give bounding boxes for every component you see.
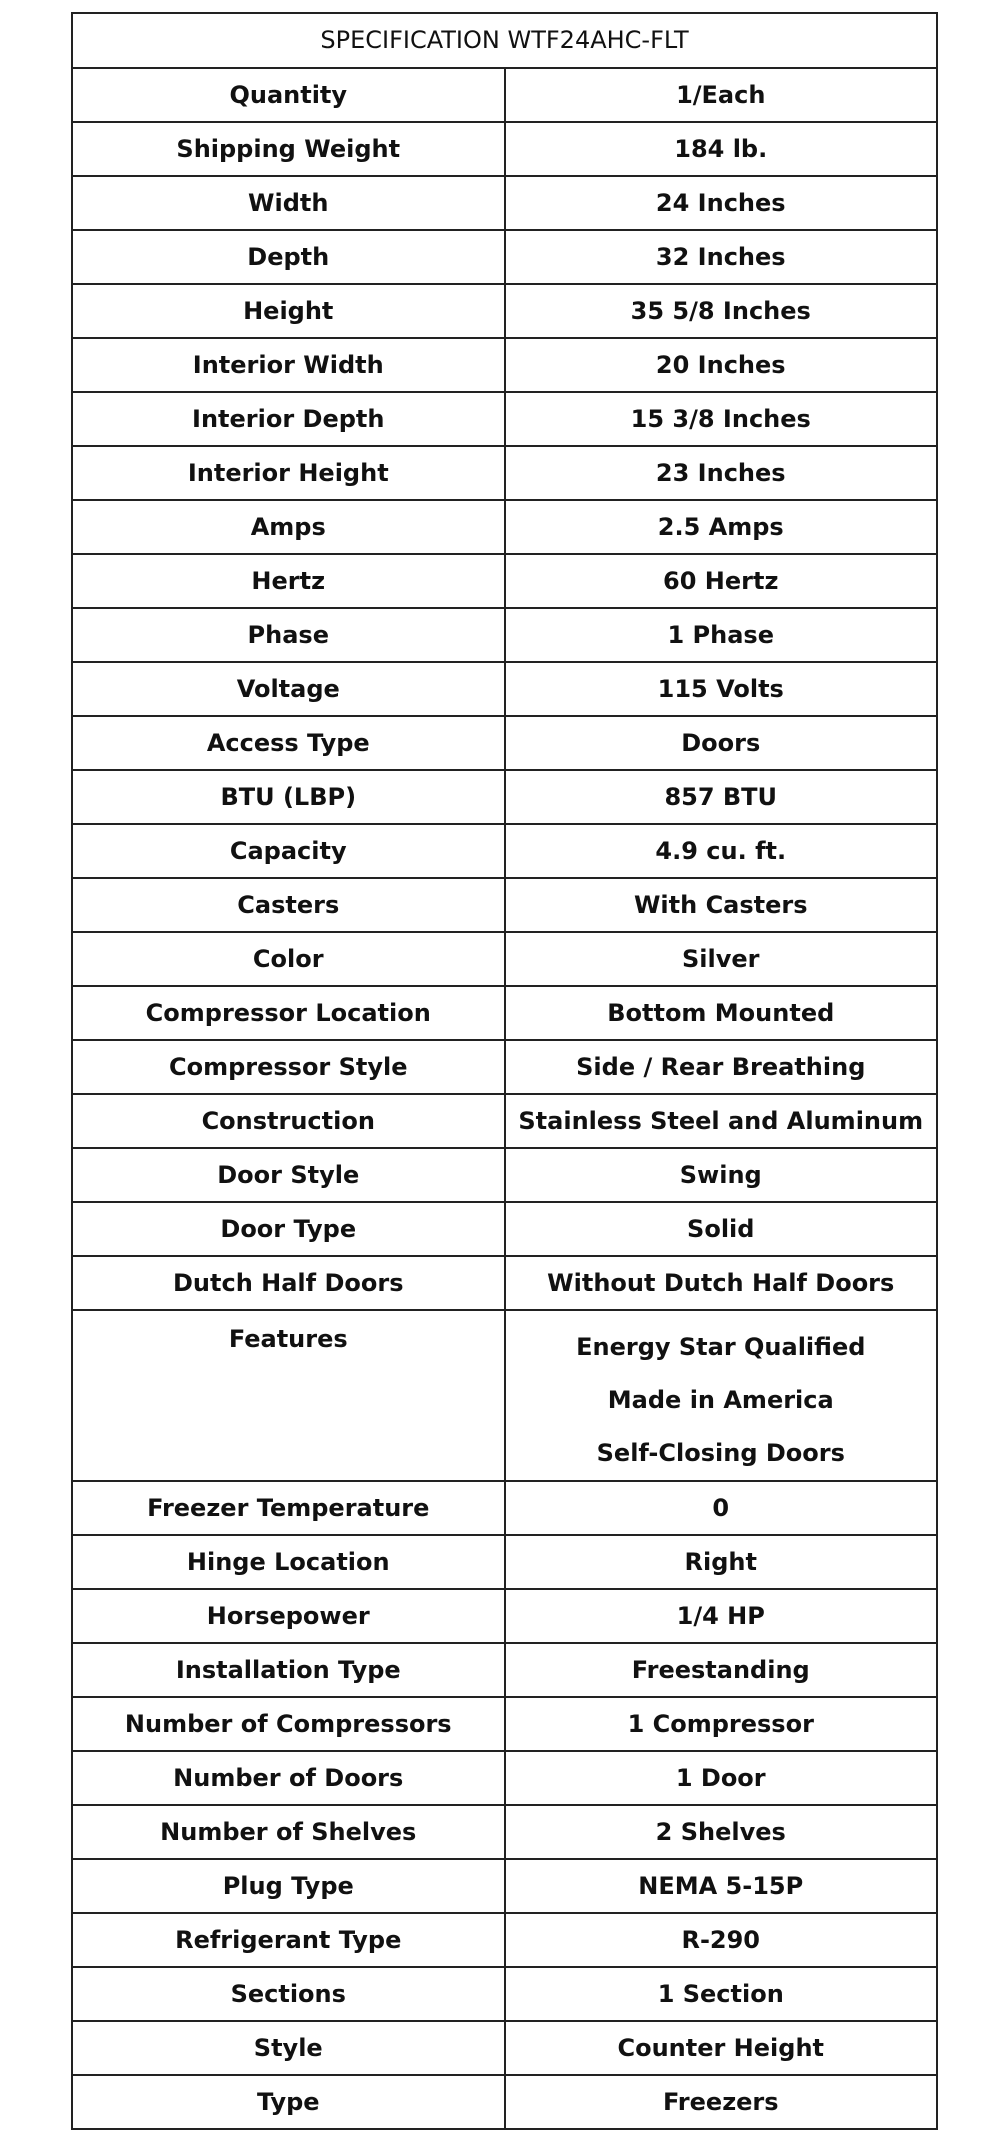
- spec-value: 2 Shelves: [505, 1805, 938, 1859]
- spec-value: 115 Volts: [505, 662, 938, 716]
- spec-value: 1/Each: [505, 68, 938, 122]
- table-row: [72, 986, 937, 1040]
- spec-value: 23 Inches: [505, 446, 938, 500]
- spec-value: 1 Section: [505, 1967, 938, 2021]
- spec-label: Dutch Half Doors: [72, 1256, 505, 1310]
- spec-label: Casters: [72, 878, 505, 932]
- spec-label: Door Style: [72, 1148, 505, 1202]
- spec-label: Door Type: [72, 1202, 505, 1256]
- spec-value: Counter Height: [505, 2021, 938, 2075]
- spec-label: Number of Compressors: [72, 1697, 505, 1751]
- table-row: [72, 716, 937, 770]
- spec-value-list: [505, 1310, 938, 1481]
- spec-label: Sections: [72, 1967, 505, 2021]
- spec-value: Freestanding: [505, 1643, 938, 1697]
- table-body: [72, 68, 937, 2129]
- table-row: [72, 1040, 937, 1094]
- spec-value: 0: [505, 1481, 938, 1535]
- table-row: [72, 1697, 937, 1751]
- spec-value: Silver: [505, 932, 938, 986]
- table-row: [72, 770, 937, 824]
- spec-label: Installation Type: [72, 1643, 505, 1697]
- table-title: SPECIFICATION WTF24AHC-FLT: [72, 13, 937, 68]
- feature-item: Energy Star Qualified: [576, 1333, 866, 1361]
- spec-value: Swing: [505, 1148, 938, 1202]
- spec-label: Amps: [72, 500, 505, 554]
- spec-label: Refrigerant Type: [72, 1913, 505, 1967]
- spec-value: R-290: [505, 1913, 938, 1967]
- table-row: [72, 554, 937, 608]
- spec-label: Hertz: [72, 554, 505, 608]
- spec-label: Hinge Location: [72, 1535, 505, 1589]
- spec-value: 15 3/8 Inches: [505, 392, 938, 446]
- table-row: [72, 68, 937, 122]
- table-row: [72, 1202, 937, 1256]
- table-row: [72, 1805, 937, 1859]
- spec-label: Style: [72, 2021, 505, 2075]
- spec-label: Number of Doors: [72, 1751, 505, 1805]
- spec-value: 857 BTU: [505, 770, 938, 824]
- spec-value: 4.9 cu. ft.: [505, 824, 938, 878]
- table-row: [72, 2021, 937, 2075]
- spec-value: 1 Door: [505, 1751, 938, 1805]
- spec-value: 184 lb.: [505, 122, 938, 176]
- spec-label: Interior Depth: [72, 392, 505, 446]
- spec-label: Depth: [72, 230, 505, 284]
- spec-value: Doors: [505, 716, 938, 770]
- table-row: [72, 1481, 937, 1535]
- spec-value: 1 Phase: [505, 608, 938, 662]
- spec-label: Quantity: [72, 68, 505, 122]
- table-row: [72, 230, 937, 284]
- spec-value: Stainless Steel and Aluminum: [505, 1094, 938, 1148]
- table-row: [72, 1256, 937, 1310]
- table-row-features: [72, 1310, 937, 1481]
- spec-label: Type: [72, 2075, 505, 2129]
- spec-value: Side / Rear Breathing: [505, 1040, 938, 1094]
- spec-label: Number of Shelves: [72, 1805, 505, 1859]
- feature-item: Made in America: [607, 1386, 834, 1414]
- table-row: [72, 608, 937, 662]
- spec-label: Interior Height: [72, 446, 505, 500]
- table-row: [72, 1751, 937, 1805]
- spec-value: 1/4 HP: [505, 1589, 938, 1643]
- specification-table: [71, 12, 938, 2130]
- spec-value: 24 Inches: [505, 176, 938, 230]
- table-row: [72, 824, 937, 878]
- feature-item: Self-Closing Doors: [596, 1439, 845, 1467]
- spec-value: NEMA 5-15P: [505, 1859, 938, 1913]
- spec-label: Color: [72, 932, 505, 986]
- spec-label: Freezer Temperature: [72, 1481, 505, 1535]
- spec-label: Access Type: [72, 716, 505, 770]
- table-row: [72, 932, 937, 986]
- spec-value: Without Dutch Half Doors: [505, 1256, 938, 1310]
- table-row: [72, 284, 937, 338]
- spec-label: Compressor Location: [72, 986, 505, 1040]
- table-row: [72, 392, 937, 446]
- spec-label: Phase: [72, 608, 505, 662]
- table-row: [72, 1859, 937, 1913]
- spec-label: Plug Type: [72, 1859, 505, 1913]
- table-row: [72, 1967, 937, 2021]
- spec-label: Width: [72, 176, 505, 230]
- table-row: [72, 878, 937, 932]
- table-row: [72, 122, 937, 176]
- spec-value: 20 Inches: [505, 338, 938, 392]
- spec-label: Features: [72, 1310, 505, 1481]
- table-row: [72, 176, 937, 230]
- spec-label: Voltage: [72, 662, 505, 716]
- spec-label: Shipping Weight: [72, 122, 505, 176]
- table-row: [72, 446, 937, 500]
- spec-value: Solid: [505, 1202, 938, 1256]
- spec-label: Compressor Style: [72, 1040, 505, 1094]
- spec-value: 2.5 Amps: [505, 500, 938, 554]
- table-header-row: [72, 13, 937, 68]
- table-row: [72, 1094, 937, 1148]
- table-row: [72, 1643, 937, 1697]
- spec-value: Bottom Mounted: [505, 986, 938, 1040]
- spec-label: Horsepower: [72, 1589, 505, 1643]
- table-row: [72, 1148, 937, 1202]
- table-row: [72, 662, 937, 716]
- spec-value: 32 Inches: [505, 230, 938, 284]
- table-row: [72, 2075, 937, 2129]
- spec-value: Freezers: [505, 2075, 938, 2129]
- spec-label: Construction: [72, 1094, 505, 1148]
- spec-value: With Casters: [505, 878, 938, 932]
- spec-label: BTU (LBP): [72, 770, 505, 824]
- spec-label: Interior Width: [72, 338, 505, 392]
- spec-value: 1 Compressor: [505, 1697, 938, 1751]
- spec-value: Right: [505, 1535, 938, 1589]
- table-row: [72, 338, 937, 392]
- table-row: [72, 1913, 937, 1967]
- spec-label: Capacity: [72, 824, 505, 878]
- spec-label: Height: [72, 284, 505, 338]
- table-row: [72, 500, 937, 554]
- table-row: [72, 1589, 937, 1643]
- spec-value: 60 Hertz: [505, 554, 938, 608]
- spec-value: 35 5/8 Inches: [505, 284, 938, 338]
- table-row: [72, 1535, 937, 1589]
